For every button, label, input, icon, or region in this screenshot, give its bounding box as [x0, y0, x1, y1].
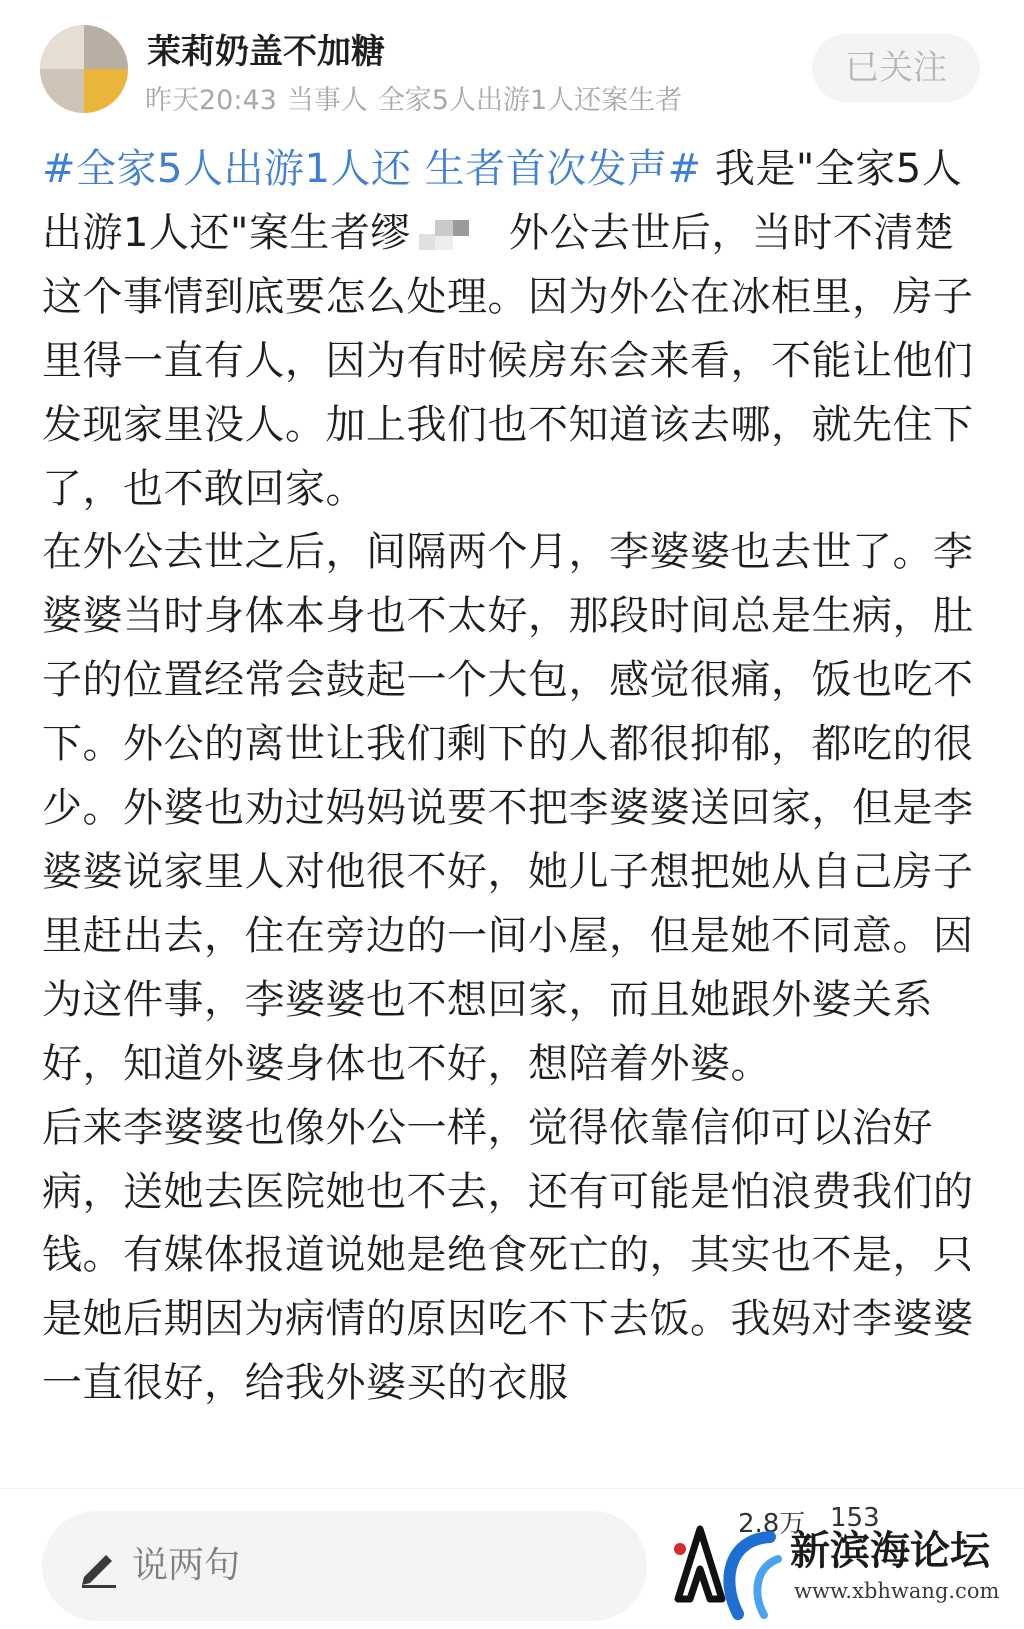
paragraph-1-text-a: 我是"全家5人出游1人还"案生者缪: [42, 146, 963, 256]
post-time: 昨天20:43: [145, 85, 277, 116]
paragraph-1: [42, 138, 982, 521]
username[interactable]: 茉莉奶盖不加糖: [147, 32, 385, 72]
paragraph-1-text-b: 外公去世后，当时不清楚这个事情到底要怎么处理。因为外公在冰柜里，房子里得一直有人，因为有时候房东会来看，不能让他们发现家里没人。加上我们也不知道该去哪，就先住下了，也不敢回家。: [42, 209, 974, 512]
watermark-url: www.xbhwang.com: [794, 1579, 1000, 1603]
post-header: [0, 0, 1024, 125]
topic-tag[interactable]: 全家5人出游1人还案生者: [377, 85, 683, 116]
comment-input[interactable]: [42, 1511, 647, 1621]
mosaic-censor: [419, 220, 469, 250]
user-tag: 当事人: [286, 85, 368, 116]
hashtag-link[interactable]: #全家5人出游1人还 生者首次发声#: [42, 146, 702, 192]
follow-button[interactable]: 已关注: [812, 34, 980, 102]
post-content: [42, 138, 982, 1416]
avatar[interactable]: [40, 25, 128, 113]
comment-count[interactable]: 153: [830, 1503, 880, 1533]
like-count[interactable]: 2.8万: [738, 1509, 806, 1539]
pen-icon: [76, 1543, 122, 1589]
comment-placeholder: 说两句: [132, 1545, 241, 1586]
engagement-stats: [690, 1499, 1010, 1629]
xb-logo-icon: [660, 1519, 790, 1629]
paragraph-2: 在外公去世之后，间隔两个月，李婆婆也去世了。李婆婆当时身体本身也不太好，那段时间总是生病，肚子的位置经常会鼓起一个大包，感觉很痛，饭也吃不下。外公的离世让我们剩下的人都很抑郁，都吃的很少。外婆也劝过妈妈说要不把李婆婆送回家，但是李婆婆说家里人对他很不好，她儿子想把她从自己房子里赶出去，住在旁边的一间小屋，但是她不同意。因为这件事，李婆婆也不想回家，而且她跟外婆关系好，知道外婆身体也不好，想陪着外婆。: [42, 529, 974, 1087]
watermark-title: 新滨海论坛: [790, 1528, 990, 1574]
post-meta: [145, 78, 692, 117]
bottom-action-bar: [0, 1488, 1024, 1629]
paragraph-3: 后来李婆婆也像外公一样，觉得依靠信仰可以治好病，送她去医院她也不去，还有可能是怕浪费我们的钱。有媒体报道说她是绝食死亡的，其实也不是，只是她后期因为病情的原因吃不下去饭。我妈对李婆婆一直很好，给我外婆买的衣服: [42, 1104, 974, 1407]
